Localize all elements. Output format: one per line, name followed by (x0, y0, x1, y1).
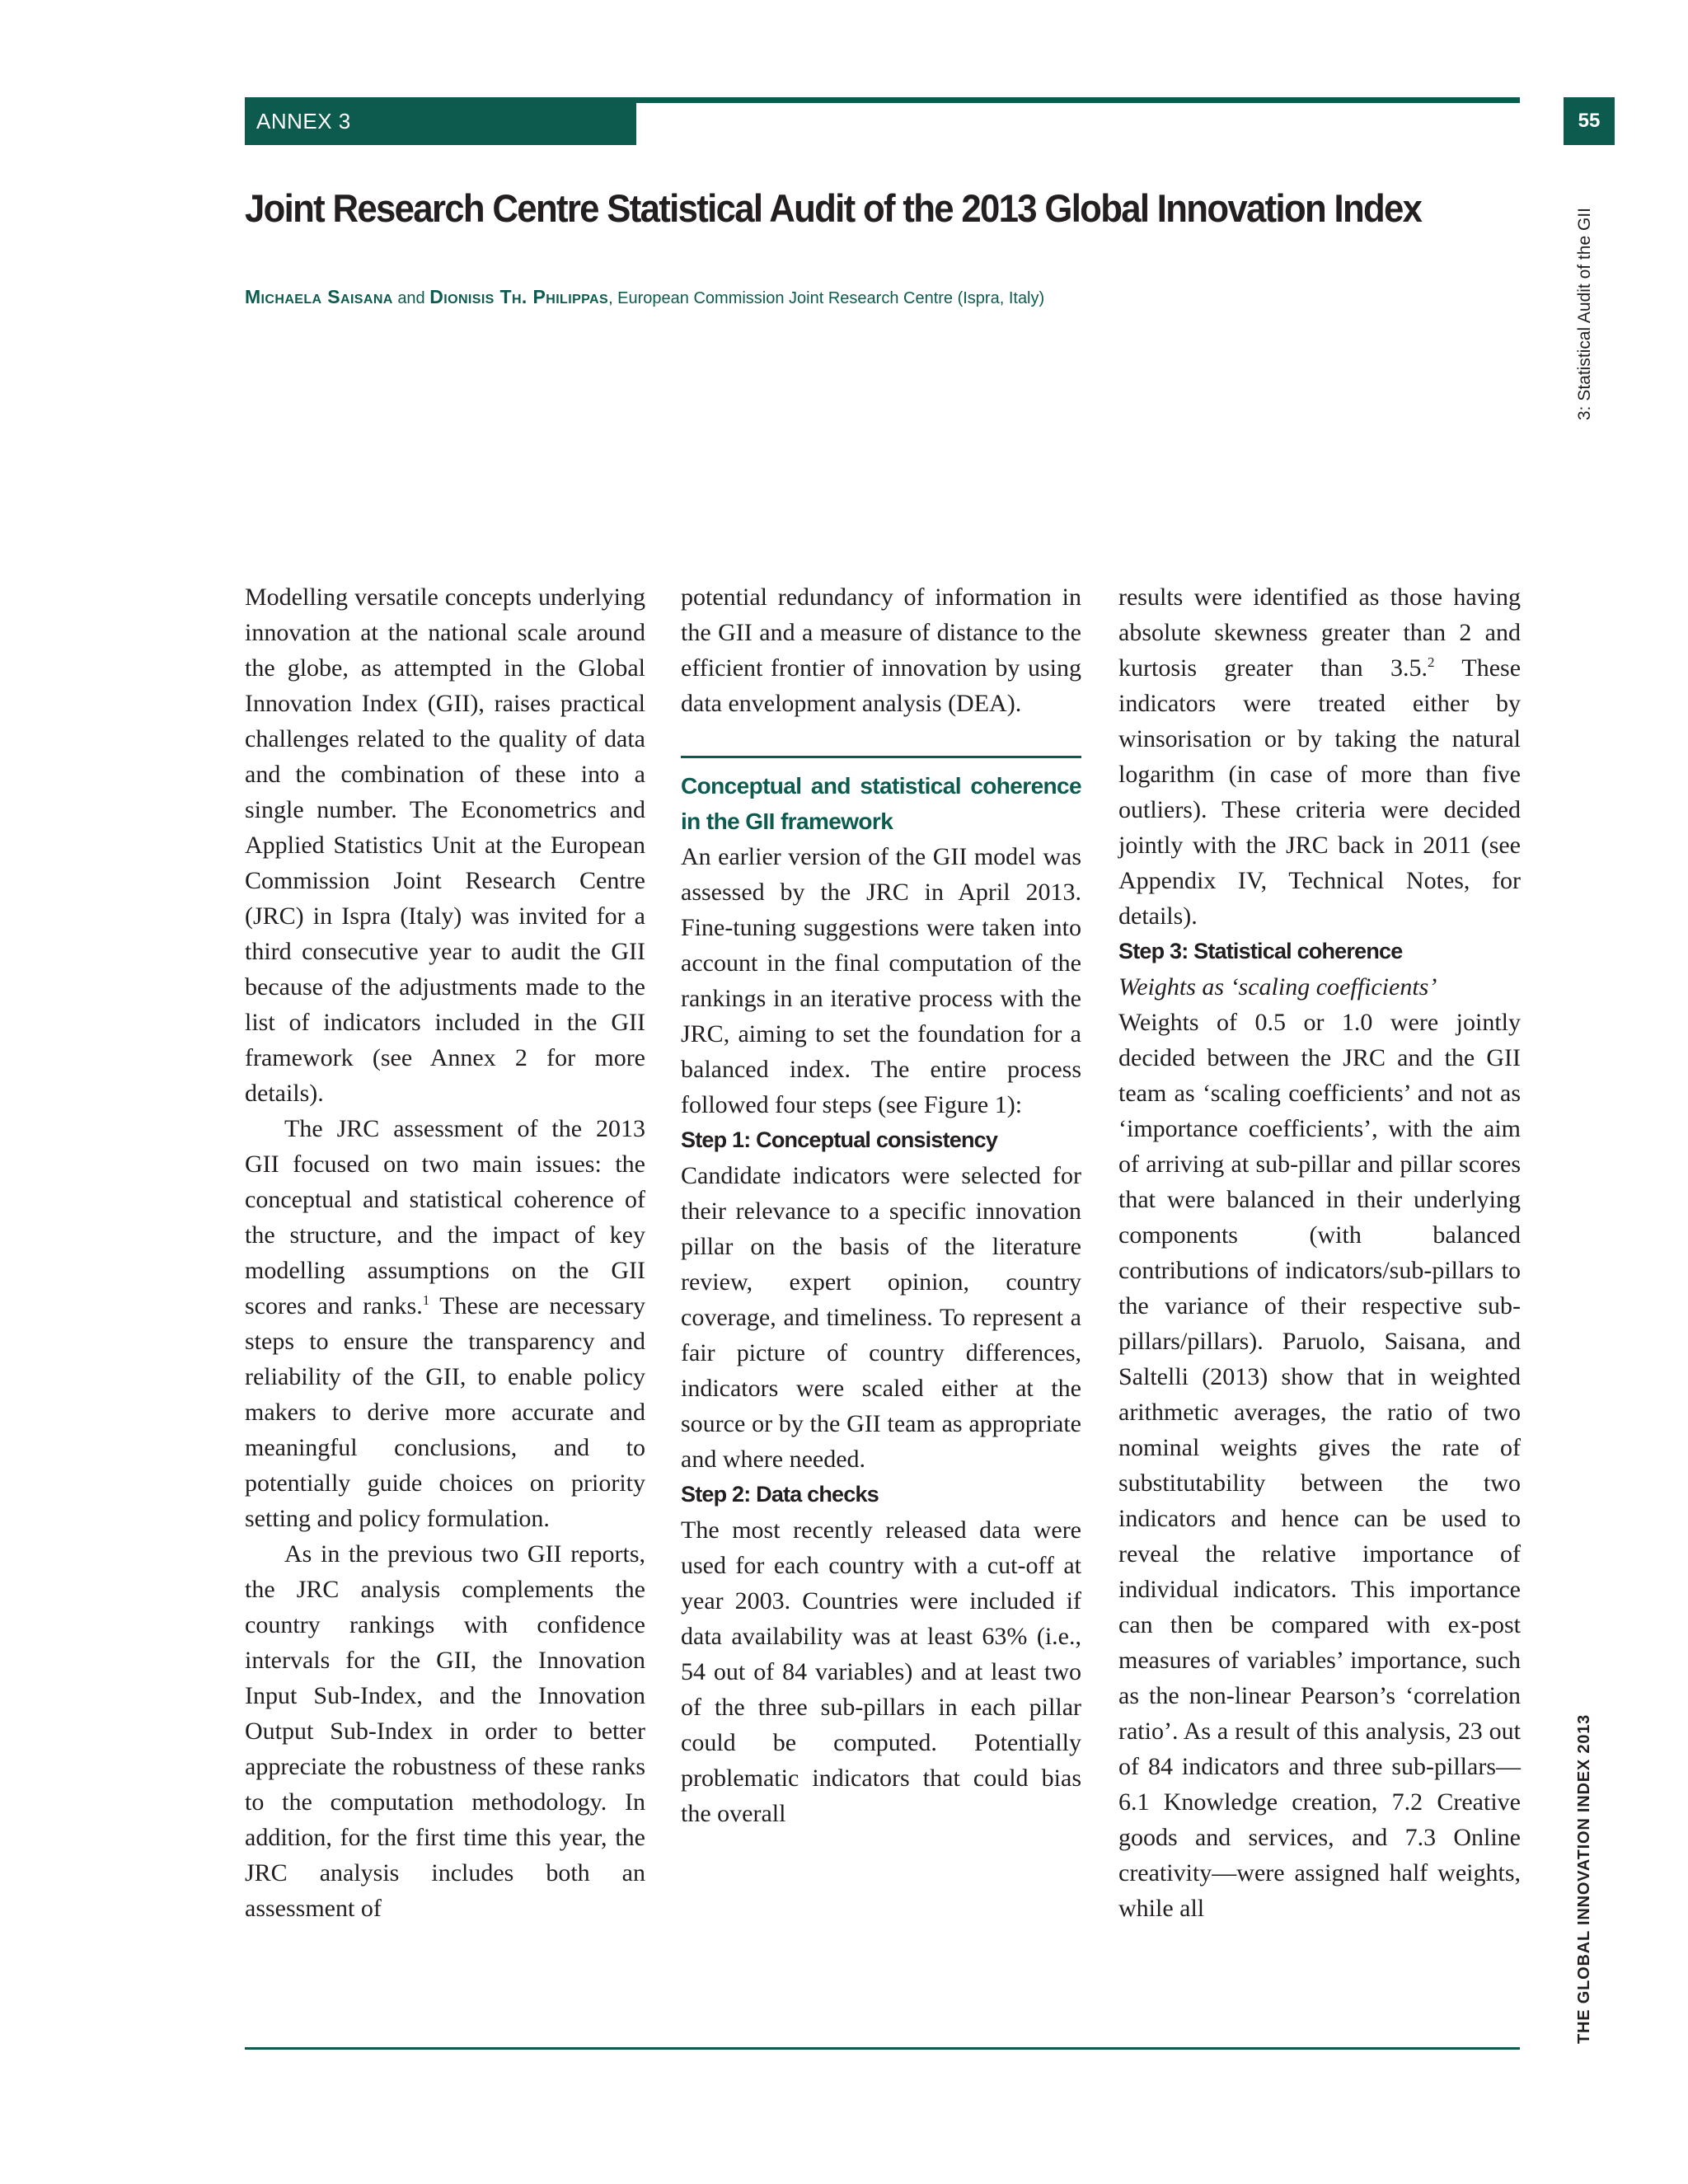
col2-paragraph-1: potential redundancy of information in the GII and a measure of distance to the efficient frontier of innovation by using data envelopment analysis (DEA). (681, 583, 1081, 717)
col3-paragraph-1-text-a: results were identified as those having absolute skewness greater than 2 and kurtosis greater than 3.5. (1118, 583, 1521, 682)
col3-paragraph-1 (1118, 579, 1521, 934)
page-title: Joint Research Centre Statistical Audit of the 2013 Global Innovation Index (245, 186, 1422, 230)
side-running-head: 3: Statistical Audit of the GII (1575, 208, 1594, 420)
section-heading: Conceptual and statistical coherence in the GII framework (681, 773, 1081, 834)
text-column-1 (245, 579, 645, 1926)
step-2-heading: Step 2: Data checks (681, 1482, 879, 1507)
col1-paragraph-3: As in the previous two GII reports, the JRC analysis complements the country rankings with confidence intervals for the GII, the Innovation Input Sub-Index, and the Innovation Output Sub-Index in order to better appreciate the robustness of these ranks to the computation methodology. In addition, for the first time this year, the JRC analysis includes both an assessment of (245, 1540, 645, 1922)
step-3-text: Weights of 0.5 or 1.0 were jointly decided between the JRC and the GII team as ‘scaling coefficients’ and not as ‘importance coefficients’, with the aim of arriving at sub-pillar and pillar scores that were balanced in their underlying components (with balanced contributions of indicators/sub-pillars to the variance of their respective sub-pillars/pillars). Paruolo, Saisana, and Saltelli (2013) show that in weighted arithmetic averages, the ratio of two nominal weights gives the rate of substitutability between the two indicators and hence can be used to reveal the relative importance of individual indicators. This importance can then be compared with ex-post measures of variables’ importance, such as the non-linear Pearson’s ‘correlation ratio’. As a result of this analysis, 23 out of 84 indicators and three sub-pillars—6.1 Knowledge creation, 7.2 Creative goods and services, and 7.3 Online creativity—were assigned half weights, while all (1118, 1009, 1521, 1922)
page-number: 55 (1564, 97, 1615, 145)
col1-paragraph-2-text-a: The JRC assessment of the 2013 GII focused on two main issues: the conceptual and statistical coherence of the structure, and the impact of key modelling assumptions on the GII scores and ranks. (245, 1115, 645, 1319)
step-1-text: Candidate indicators were selected for their relevance to a specific innovation pillar on the basis of the literature review, expert opinion, country coverage, and timeliness. To represent a fair picture of country differences, indicators were scaled either at the source or by the GII team as appropriate and where needed. (681, 1162, 1081, 1473)
step-3-subheading: Weights as ‘scaling coefficients’ (1118, 973, 1437, 1001)
byline-and: and (397, 289, 425, 307)
author-2: Dionisis Th. Philippas (429, 286, 609, 307)
step-1-heading: Step 1: Conceptual consistency (681, 1127, 998, 1152)
side-report-name: THE GLOBAL INNOVATION INDEX 2013 (1575, 1713, 1593, 2044)
col2-paragraph-2: An earlier version of the GII model was assessed by the JRC in April 2013. Fine-tuning suggestions were taken into account in the final computation of the rankings in an iterative process with the JRC, aiming to set the foundation for a balanced index. The entire process followed four steps (see Figure 1): (681, 843, 1081, 1118)
byline (245, 286, 1044, 308)
step-2-text: The most recently released data were used for each country with a cut-off at year 2003. Countries were included if data availability was at least 63% (i.e., 54 out of 84 variables) and at least two of the three sub-pillars in each pillar could be computed. Potentially problematic indicators that could bias the overall (681, 1516, 1081, 1827)
author-1: Michaela Saisana (245, 286, 393, 307)
annex-label: ANNEX 3 (245, 97, 636, 145)
footnote-ref-2: 2 (1428, 654, 1435, 670)
col3-paragraph-1-text-b: These indicators were treated either by winsorisation or by taking the natural logarithm (in case of more than five outliers). These criteria were decided jointly with the JRC back in 2011 (see Appendix IV, Technical Notes, for details). (1118, 654, 1522, 930)
text-column-3 (1118, 579, 1521, 1926)
footnote-ref-1: 1 (422, 1292, 430, 1308)
col1-paragraph-2 (245, 1111, 645, 1536)
text-column-2 (681, 579, 1081, 1831)
author-affiliation: , European Commission Joint Research Centre (Ispra, Italy) (608, 289, 1045, 307)
step-3-heading: Step 3: Statistical coherence (1118, 939, 1403, 963)
col1-paragraph-2-text-b: These are necessary steps to ensure the transparency and reliability of the GII, to enable policy makers to derive more accurate and meaningful conclusions, and to potentially guide choices on priority setting and policy formulation. (245, 1292, 645, 1532)
footer-rule (245, 2047, 1520, 2050)
col1-paragraph-1: Modelling versatile concepts underlying innovation at the national scale around the globe, as attempted in the Global Innovation Index (GII), raises practical challenges related to the quality of data and the combination of these into a single number. The Econometrics and Applied Statistics Unit at the European Commission Joint Research Centre (JRC) in Ispra (Italy) was invited for a third consecutive year to audit the GII because of the adjustments made to the list of indicators included in the GII framework (see Annex 2 for more details). (245, 583, 645, 1107)
section-divider (681, 756, 1081, 758)
